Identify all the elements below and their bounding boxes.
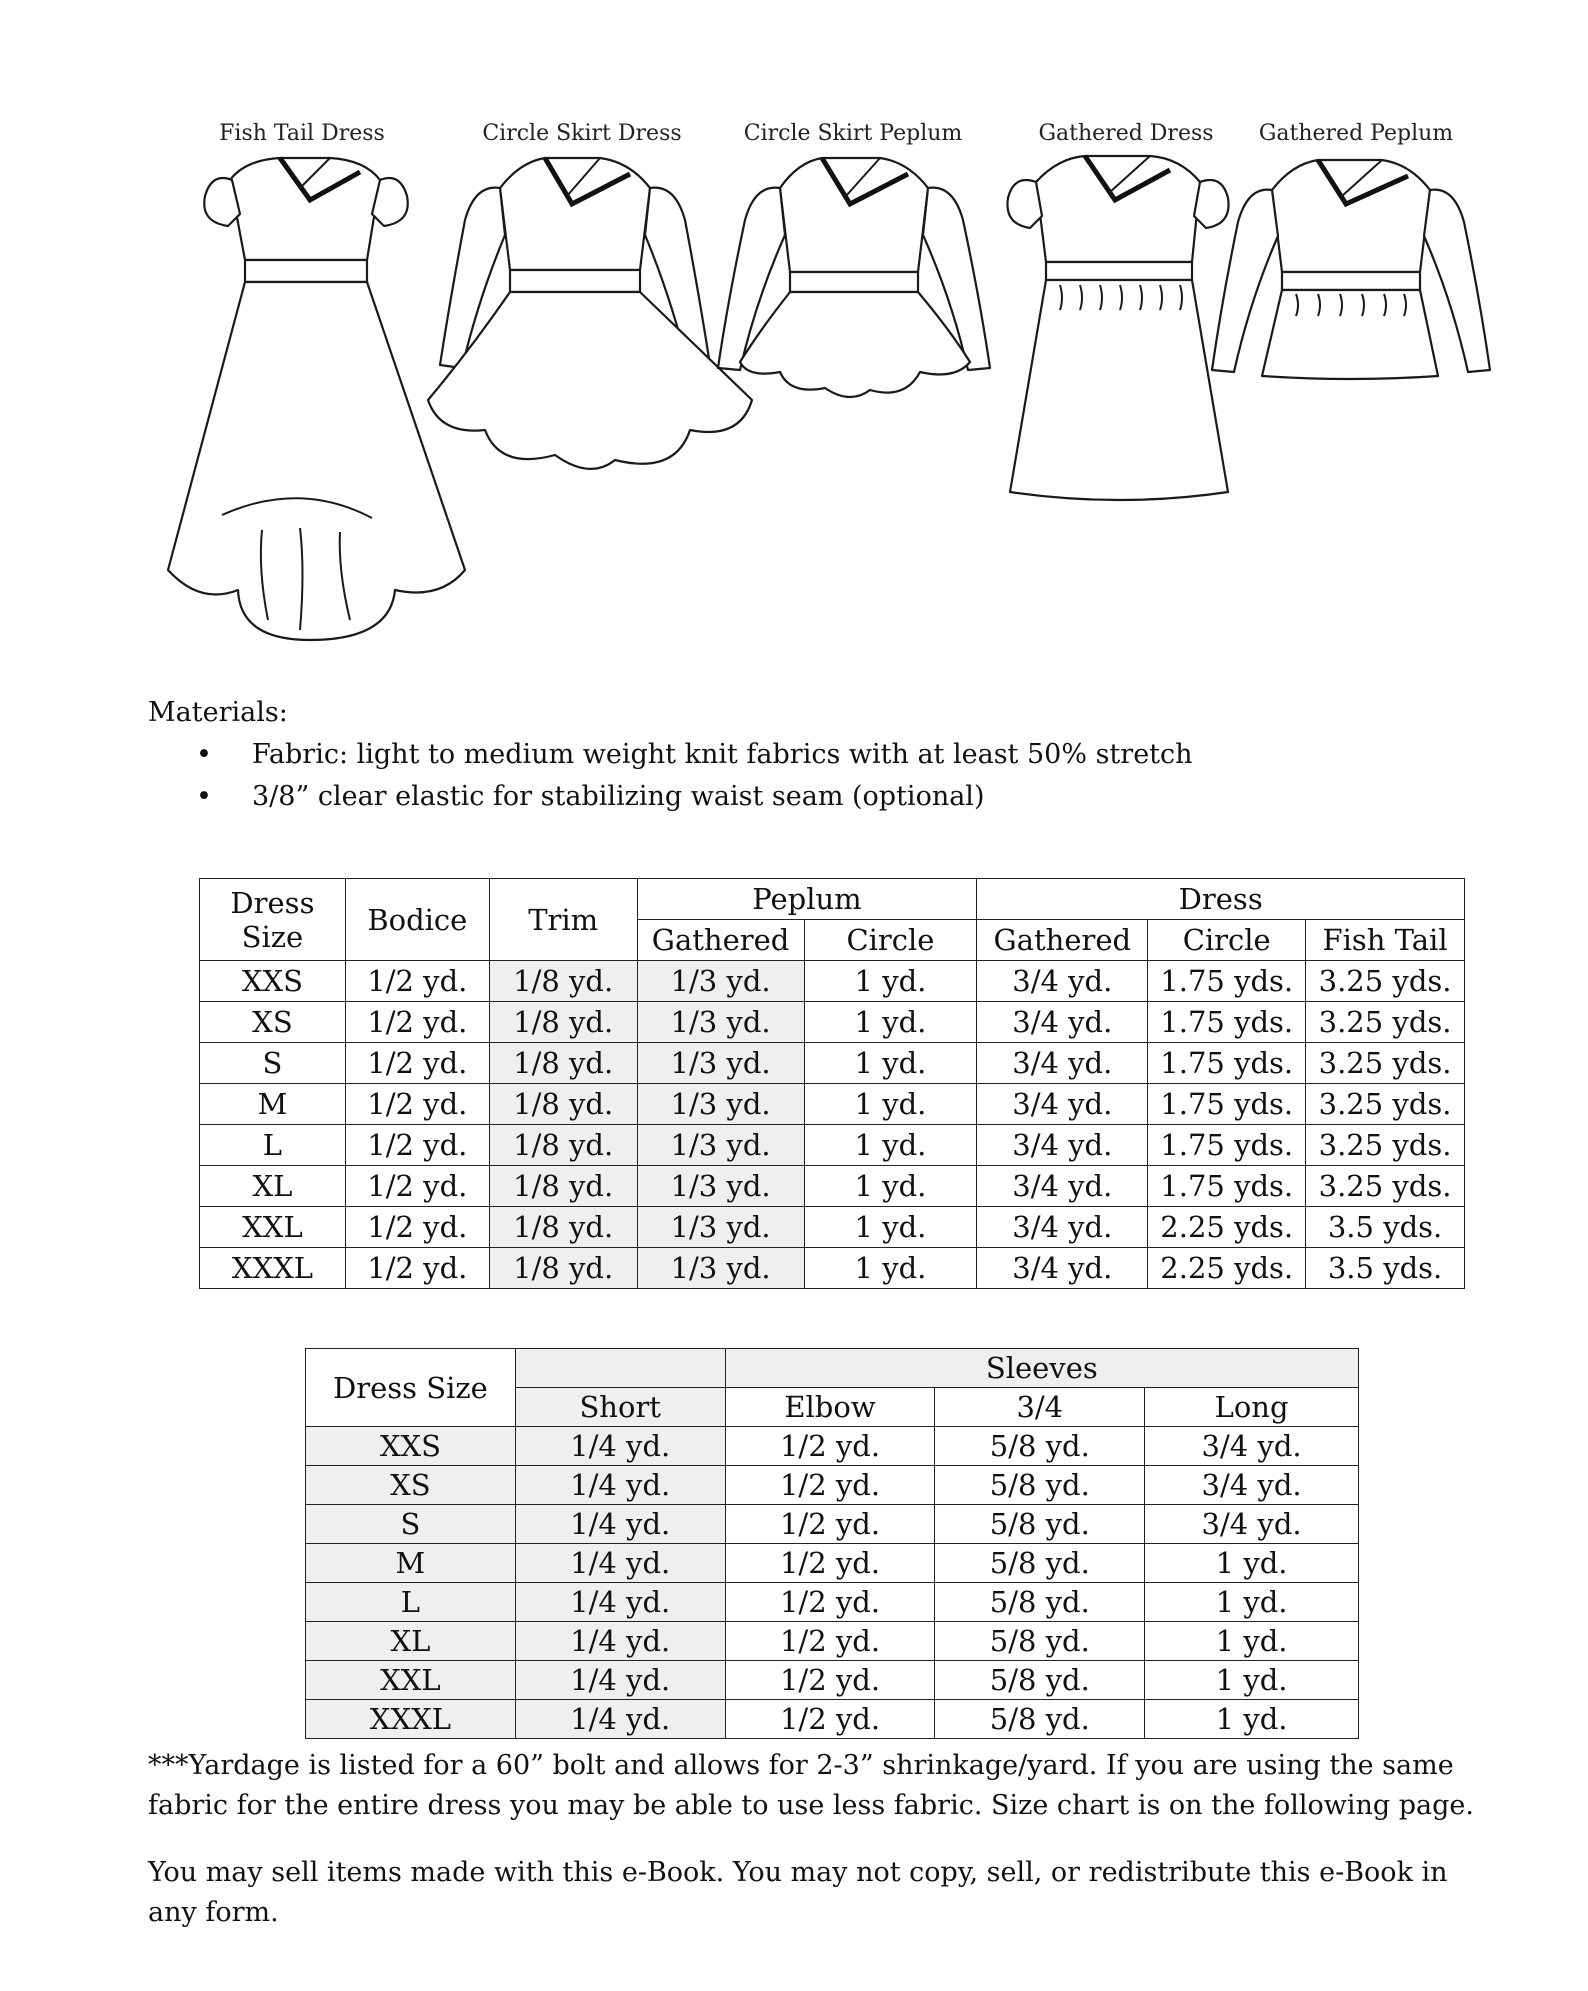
size-cell: S [306, 1505, 516, 1544]
list-item: • Fabric: light to medium weight knit fabrics with at least 50% stretch [252, 734, 1193, 776]
yardage-cell: 5/8 yd. [935, 1583, 1145, 1622]
size-cell: XXS [200, 961, 346, 1002]
table-row [306, 1622, 1359, 1661]
yardage-cell: 5/8 yd. [935, 1466, 1145, 1505]
yardage-cell: 1 yd. [1145, 1583, 1359, 1622]
yardage-cell: 3.25 yds. [1306, 1084, 1465, 1125]
yardage-cell: 1/8 yd. [489, 961, 637, 1002]
yardage-cell: 1/4 yd. [515, 1700, 725, 1739]
table-row [200, 1125, 1465, 1166]
yardage-cell: 5/8 yd. [935, 1700, 1145, 1739]
yardage-cell: 1 yd. [1145, 1622, 1359, 1661]
yardage-note: ***Yardage is listed for a 60” bolt and allows for 2-3” shrinkage/yard. If you are using the same fabric for the entire dress you may be able to use less fabric. Size chart is on the following page. [148, 1750, 1474, 1821]
yardage-cell: 5/8 yd. [935, 1505, 1145, 1544]
circle-skirt-dress-drawing [428, 158, 752, 469]
yardage-cell: 3/4 yd. [977, 1207, 1148, 1248]
yardage-cell: 1/2 yd. [725, 1622, 935, 1661]
column-header-dress-gathered: Gathered [977, 920, 1148, 961]
yardage-cell: 1 yd. [804, 1248, 977, 1289]
yardage-cell: 1/2 yd. [345, 1084, 489, 1125]
yardage-cell: 2.25 yds. [1148, 1207, 1306, 1248]
yardage-cell: 1.75 yds. [1148, 1166, 1306, 1207]
materials-list [148, 734, 1193, 818]
table-row [200, 1207, 1465, 1248]
yardage-cell: 1.75 yds. [1148, 1084, 1306, 1125]
yardage-cell: 3/4 yd. [977, 1166, 1148, 1207]
yardage-cell: 1/8 yd. [489, 1084, 637, 1125]
yardage-cell: 3/4 yd. [977, 1002, 1148, 1043]
yardage-cell: 1 yd. [804, 1084, 977, 1125]
yardage-cell: 3.25 yds. [1306, 961, 1465, 1002]
yardage-cell: 1/4 yd. [515, 1505, 725, 1544]
illustration-label-fish-tail: Fish Tail Dress [219, 121, 385, 146]
column-header-bodice: Bodice [345, 879, 489, 961]
yardage-cell: 3.25 yds. [1306, 1166, 1465, 1207]
yardage-cell: 1 yd. [804, 1002, 977, 1043]
yardage-cell: 1/2 yd. [725, 1700, 935, 1739]
circle-skirt-peplum-drawing [718, 158, 990, 397]
yardage-cell: 1.75 yds. [1148, 961, 1306, 1002]
yardage-cell: 1/2 yd. [345, 1166, 489, 1207]
table-row [200, 1043, 1465, 1084]
yardage-cell: 1/3 yd. [637, 1043, 804, 1084]
yardage-cell: 3.5 yds. [1306, 1248, 1465, 1289]
column-group-dress: Dress [977, 879, 1465, 920]
table-row [200, 1248, 1465, 1289]
column-header-trim: Trim [489, 879, 637, 961]
yardage-cell: 1/4 yd. [515, 1544, 725, 1583]
yardage-cell: 1/3 yd. [637, 1084, 804, 1125]
yardage-cell: 1/4 yd. [515, 1622, 725, 1661]
yardage-cell: 1/8 yd. [489, 1043, 637, 1084]
yardage-cell: 1/8 yd. [489, 1248, 637, 1289]
fish-tail-dress-drawing [168, 158, 465, 640]
column-header-short: Short [515, 1388, 725, 1427]
size-cell: S [200, 1043, 346, 1084]
size-cell: XS [306, 1466, 516, 1505]
column-group-peplum: Peplum [637, 879, 977, 920]
garment-illustrations [0, 100, 1588, 660]
yardage-cell: 1/8 yd. [489, 1207, 637, 1248]
size-cell: XXL [200, 1207, 346, 1248]
yardage-cell: 5/8 yd. [935, 1427, 1145, 1466]
materials-section [148, 692, 1193, 818]
yardage-cell: 1/2 yd. [345, 1125, 489, 1166]
column-header-dress-circle: Circle [1148, 920, 1306, 961]
yardage-cell: 1.75 yds. [1148, 1125, 1306, 1166]
yardage-cell: 3/4 yd. [977, 961, 1148, 1002]
size-cell: XXXL [200, 1248, 346, 1289]
table-row [306, 1700, 1359, 1739]
table-row [306, 1427, 1359, 1466]
yardage-cell: 1/4 yd. [515, 1661, 725, 1700]
yardage-cell: 3/4 yd. [1145, 1427, 1359, 1466]
column-group-sleeves: Sleeves [725, 1349, 1358, 1388]
yardage-cell: 1/8 yd. [489, 1166, 637, 1207]
yardage-cell: 1 yd. [804, 1207, 977, 1248]
yardage-cell: 5/8 yd. [935, 1661, 1145, 1700]
yardage-cell: 1 yd. [1145, 1700, 1359, 1739]
size-cell: L [200, 1125, 346, 1166]
yardage-cell: 1/4 yd. [515, 1466, 725, 1505]
column-header-dress-size: Dress Size [306, 1349, 516, 1427]
yardage-cell: 1/8 yd. [489, 1002, 637, 1043]
table-row [200, 1002, 1465, 1043]
yardage-cell: 1/2 yd. [345, 961, 489, 1002]
yardage-cell: 1/8 yd. [489, 1125, 637, 1166]
yardage-cell: 1 yd. [804, 1125, 977, 1166]
yardage-cell: 1/3 yd. [637, 961, 804, 1002]
license-note: You may sell items made with this e-Book. You may not copy, sell, or redistribute this e-Book in any form. [148, 1857, 1448, 1928]
yardage-cell: 3/4 yd. [1145, 1505, 1359, 1544]
column-header-peplum-gathered: Gathered [637, 920, 804, 961]
yardage-cell: 3/4 yd. [977, 1084, 1148, 1125]
size-cell: XS [200, 1002, 346, 1043]
yardage-cell: 1/2 yd. [345, 1043, 489, 1084]
yardage-cell: 1/4 yd. [515, 1583, 725, 1622]
size-cell: XXS [306, 1427, 516, 1466]
yardage-cell: 3.25 yds. [1306, 1002, 1465, 1043]
yardage-cell: 3/4 yd. [1145, 1466, 1359, 1505]
column-header-peplum-circle: Circle [804, 920, 977, 961]
yardage-cell: 1/2 yd. [725, 1466, 935, 1505]
yardage-cell: 1/4 yd. [515, 1427, 725, 1466]
sleeve-yardage-table [305, 1348, 1359, 1739]
fabric-yardage-table [199, 878, 1465, 1289]
yardage-cell: 3.5 yds. [1306, 1207, 1465, 1248]
yardage-cell: 1/3 yd. [637, 1166, 804, 1207]
size-cell: M [200, 1084, 346, 1125]
size-cell: L [306, 1583, 516, 1622]
yardage-cell: 1/2 yd. [345, 1002, 489, 1043]
size-cell: XL [200, 1166, 346, 1207]
size-cell: XL [306, 1622, 516, 1661]
illustration-label-gathered-peplum: Gathered Peplum [1258, 121, 1454, 146]
yardage-cell: 3.25 yds. [1306, 1125, 1465, 1166]
gathered-dress-drawing [1007, 156, 1228, 500]
yardage-cell: 1/2 yd. [725, 1505, 935, 1544]
yardage-cell: 3/4 yd. [977, 1248, 1148, 1289]
table-row [306, 1583, 1359, 1622]
yardage-cell: 3/4 yd. [977, 1043, 1148, 1084]
column-header-dress-size: Dress Size [200, 879, 346, 961]
yardage-cell: 1/3 yd. [637, 1002, 804, 1043]
table-row [306, 1661, 1359, 1700]
yardage-cell: 1 yd. [1145, 1544, 1359, 1583]
yardage-cell: 5/8 yd. [935, 1622, 1145, 1661]
yardage-cell: 1/2 yd. [345, 1248, 489, 1289]
yardage-cell: 3/4 yd. [977, 1125, 1148, 1166]
yardage-cell: 1/2 yd. [345, 1207, 489, 1248]
yardage-cell: 1/2 yd. [725, 1427, 935, 1466]
size-cell: M [306, 1544, 516, 1583]
yardage-cell: 1/3 yd. [637, 1207, 804, 1248]
yardage-cell: 1.75 yds. [1148, 1002, 1306, 1043]
column-header-dress-fish-tail: Fish Tail [1306, 920, 1465, 961]
materials-heading: Materials: [148, 697, 288, 728]
yardage-cell: 1/2 yd. [725, 1583, 935, 1622]
table-row [200, 1166, 1465, 1207]
gathered-peplum-drawing [1212, 160, 1490, 379]
yardage-cell: 3.25 yds. [1306, 1043, 1465, 1084]
yardage-cell: 1 yd. [1145, 1661, 1359, 1700]
blank-header-cell [515, 1349, 725, 1388]
column-header-three-quarter: 3/4 [935, 1388, 1145, 1427]
size-cell: XXXL [306, 1700, 516, 1739]
yardage-cell: 5/8 yd. [935, 1544, 1145, 1583]
table-row [200, 961, 1465, 1002]
yardage-cell: 1 yd. [804, 1043, 977, 1084]
yardage-cell: 1 yd. [804, 961, 977, 1002]
yardage-cell: 1/3 yd. [637, 1248, 804, 1289]
illustration-label-circle-dress: Circle Skirt Dress [482, 121, 682, 146]
yardage-cell: 1.75 yds. [1148, 1043, 1306, 1084]
yardage-cell: 1/2 yd. [725, 1544, 935, 1583]
table-row [306, 1544, 1359, 1583]
table-row [306, 1466, 1359, 1505]
yardage-cell: 1/3 yd. [637, 1125, 804, 1166]
yardage-cell: 1/2 yd. [725, 1661, 935, 1700]
yardage-cell: 1 yd. [804, 1166, 977, 1207]
column-header-elbow: Elbow [725, 1388, 935, 1427]
column-header-long: Long [1145, 1388, 1359, 1427]
illustration-label-circle-peplum: Circle Skirt Peplum [743, 121, 963, 146]
size-cell: XXL [306, 1661, 516, 1700]
table-row [306, 1505, 1359, 1544]
list-item: • 3/8” clear elastic for stabilizing waist seam (optional) [252, 776, 1193, 818]
table-row [200, 1084, 1465, 1125]
yardage-cell: 2.25 yds. [1148, 1248, 1306, 1289]
illustration-label-gathered-dress: Gathered Dress [1038, 121, 1214, 146]
